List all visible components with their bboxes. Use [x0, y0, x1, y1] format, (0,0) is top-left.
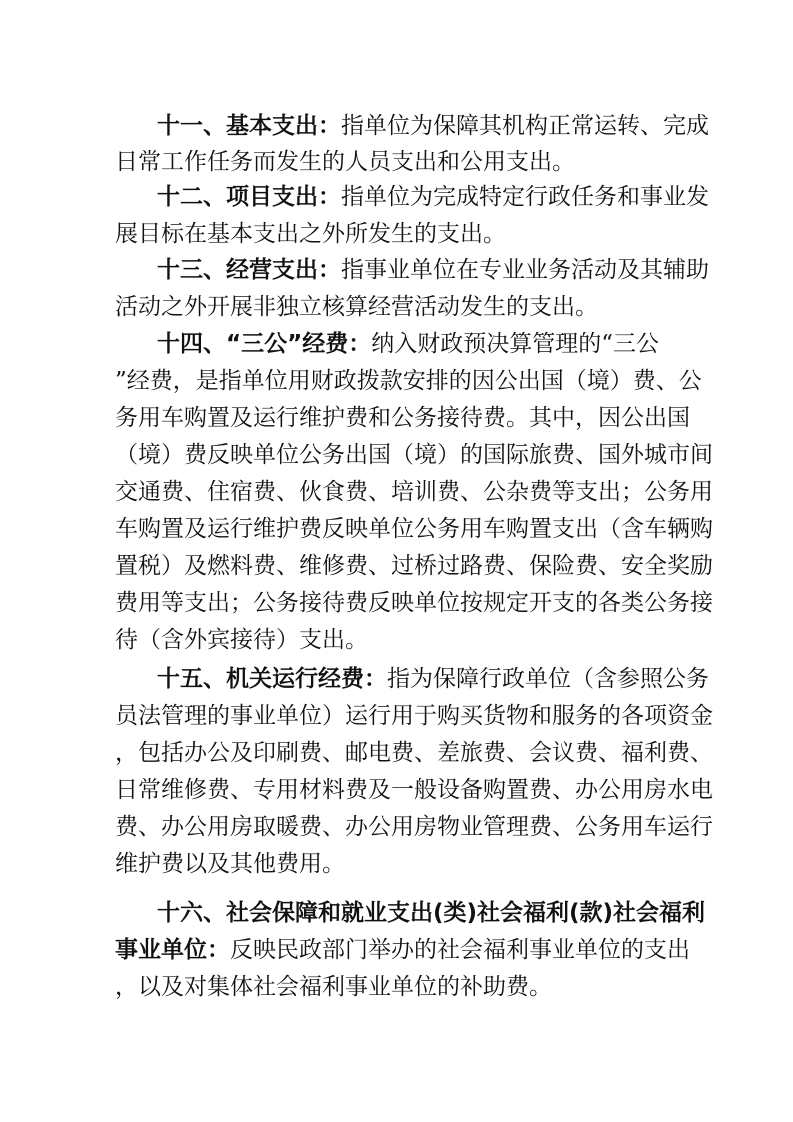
- paragraph-line: [0, 807, 793, 847]
- paragraph-line: [0, 696, 793, 736]
- line-text: ，包括办公及印刷费、邮电费、差旅费、会议费、福利费、: [115, 740, 713, 766]
- line-text: 维护费以及其他费用。: [115, 851, 345, 877]
- section-heading: 十四、“三公”经费：: [157, 331, 372, 357]
- line-text: （境）费反映单位公务出国（境）的国际旅费、国外城市间: [115, 442, 713, 468]
- paragraph-line: [0, 546, 793, 586]
- paragraph-line: [0, 250, 793, 290]
- line-text: ，以及对集体社会福利事业单位的补助费。: [115, 974, 552, 1000]
- paragraph-line: [0, 287, 793, 327]
- line-text: ”经费，是指单位用财政拨款安排的因公出国（境）费、公: [115, 368, 702, 394]
- line-text: 车购置及运行维护费反映单位公务用车购置支出（含车辆购: [115, 516, 713, 542]
- line-text: 交通费、住宿费、伙食费、培训费、公杂费等支出；公务用: [115, 479, 713, 505]
- section-heading: 十三、经营支出：: [157, 257, 341, 283]
- section-heading: 事业单位：: [115, 937, 230, 963]
- section-heading: 十二、项目支出：: [157, 184, 341, 210]
- paragraph-line: [0, 620, 793, 660]
- line-text: 指单位为完成特定行政任务和事业发: [341, 184, 709, 210]
- line-text: 费、办公用房取暖费、办公用房物业管理费、公务用车运行: [115, 814, 713, 840]
- paragraph-line: [0, 435, 793, 475]
- line-text: 展目标在基本支出之外所发生的支出。: [115, 221, 506, 247]
- line-text: 日常工作任务而发生的人员支出和公用支出。: [115, 149, 575, 175]
- paragraph-line: [0, 509, 793, 549]
- paragraph-line: [0, 893, 793, 933]
- paragraph-line: [0, 142, 793, 182]
- section-heading: 十五、机关运行经费：: [157, 666, 387, 692]
- section-heading: 十六、社会保障和就业支出(类)社会福利(款)社会福利: [157, 900, 706, 926]
- line-text: 费用等支出；公务接待费反映单位按规定开支的各类公务接: [115, 590, 713, 616]
- line-text: 日常维修费、专用材料费及一般设备购置费、办公用房水电: [115, 777, 713, 803]
- section-heading: 十一、基本支出：: [157, 113, 341, 139]
- paragraph-line: [0, 177, 793, 217]
- paragraph-line: [0, 583, 793, 623]
- line-text: 纳入财政预决算管理的“三公: [371, 331, 659, 357]
- paragraph-line: [0, 324, 793, 364]
- paragraph-line: [0, 472, 793, 512]
- paragraph-line: [0, 930, 793, 970]
- line-text: 活动之外开展非独立核算经营活动发生的支出。: [115, 294, 598, 320]
- line-text: 指为保障行政单位（含参照公务: [387, 666, 709, 692]
- line-text: 务用车购置及运行维护费和公务接待费。其中，因公出国: [115, 405, 690, 431]
- line-text: 指事业单位在专业业务活动及其辅助: [341, 257, 709, 283]
- paragraph-line: [0, 659, 793, 699]
- paragraph-line: [0, 361, 793, 401]
- paragraph-line: [0, 770, 793, 810]
- paragraph-line: [0, 967, 793, 1007]
- line-text: 指单位为保障其机构正常运转、完成: [341, 113, 709, 139]
- paragraph-line: [0, 844, 793, 884]
- line-text: 员法管理的事业单位）运行用于购买货物和服务的各项资金: [115, 703, 713, 729]
- paragraph-line: [0, 106, 793, 146]
- line-text: 置税）及燃料费、维修费、过桥过路费、保险费、安全奖励: [115, 553, 713, 579]
- paragraph-line: [0, 398, 793, 438]
- paragraph-line: [0, 733, 793, 773]
- paragraph-line: [0, 214, 793, 254]
- line-text: 待（含外宾接待）支出。: [115, 627, 368, 653]
- line-text: 反映民政部门举办的社会福利事业单位的支出: [230, 937, 690, 963]
